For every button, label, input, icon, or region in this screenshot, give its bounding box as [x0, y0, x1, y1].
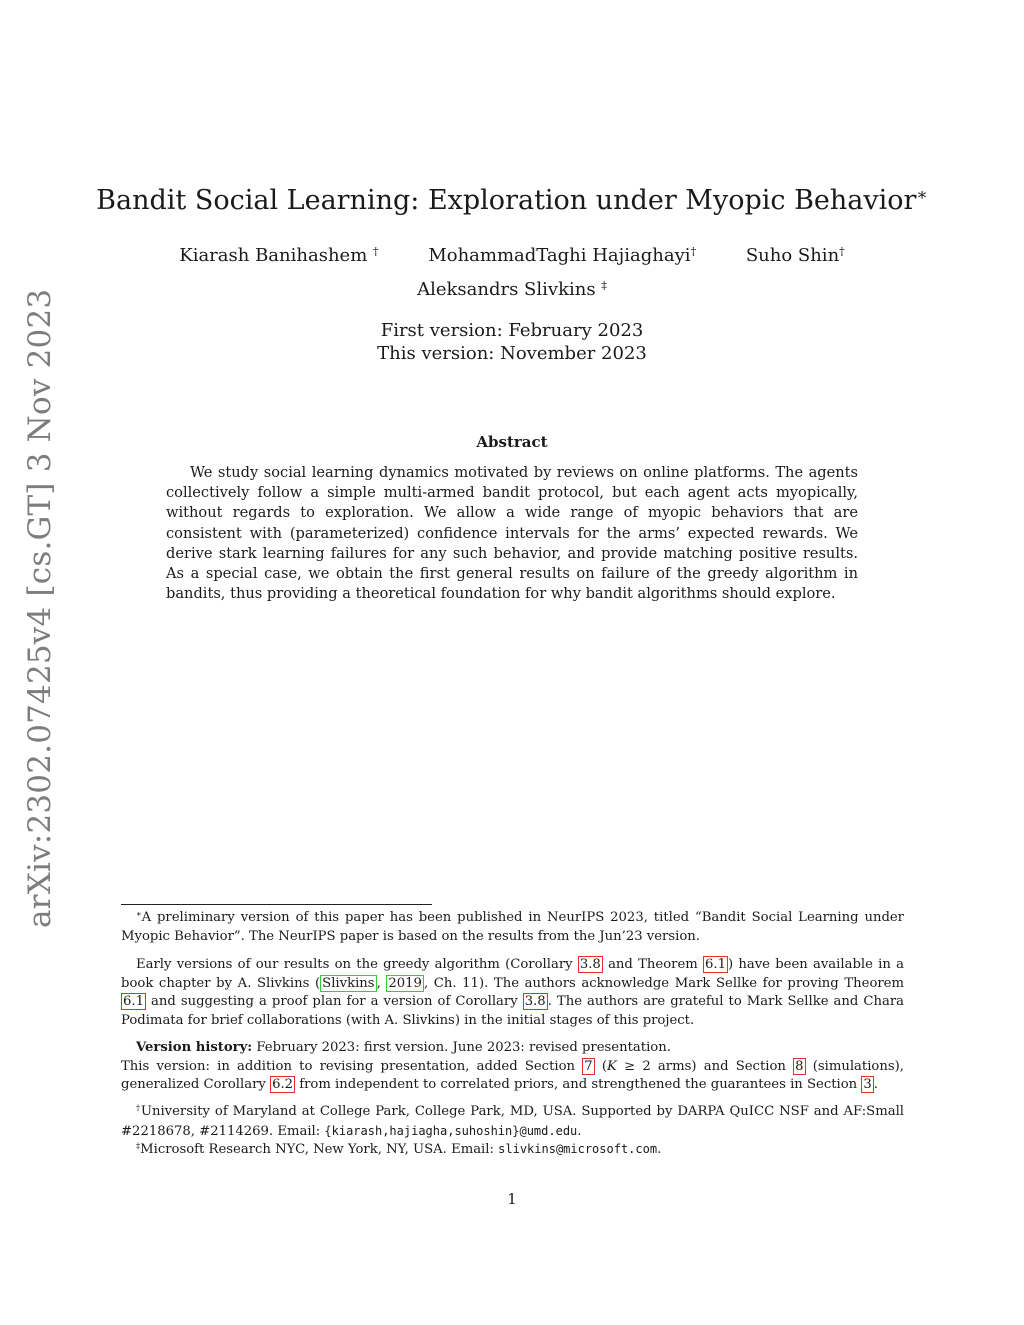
author-affiliation-mark[interactable]: †	[373, 244, 379, 258]
title-text: Bandit Social Learning: Exploration under Myopic Behavior	[96, 185, 917, 216]
footnote-text: Microsoft Research NYC, New York, NY, USA. Email:	[140, 1142, 499, 1157]
footnote-text: .	[657, 1142, 662, 1157]
author-name: Kiarash Banihashem	[179, 245, 368, 266]
author-affiliation-mark[interactable]: ‡	[601, 278, 607, 292]
footnote-text: ,	[376, 975, 387, 991]
footnote-text: , Ch. 11). The authors acknowledge Mark Sellke for proving Theorem	[423, 975, 904, 991]
footnote-text: and Theorem	[602, 957, 703, 972]
author-name: Suho Shin	[745, 245, 840, 266]
cite-year-2019[interactable]: 2019	[388, 975, 422, 991]
ref-theorem-6-1[interactable]: 6.1	[705, 957, 726, 972]
footnote-text: University of Maryland at College Park, College Park, MD, USA. Supported by DARPA QuICC NSF and AF:Small #2218678, #2114269. Email:	[121, 1104, 905, 1139]
abstract-body: We study social learning dynamics motivated by reviews on online platforms. The agents collectively follow a simple multi-armed bandit protocol, but each agent acts myopically, without regards to exploration. We allow a wide range of myopic behaviors that are consistent with (parameterized) confidence intervals for the arms’ expected rewards. We derive stark learning failures for any such behavior, and provide matching positive results. As a special case, we obtain the first general results on failure of the greedy algorithm in bandits, thus providing a theoretical foundation for why bandit algorithms should explore.	[166, 464, 858, 603]
math-k: K	[606, 1058, 617, 1074]
author-shin	[746, 245, 845, 266]
email-microsoft[interactable]: slivkins@microsoft.com	[498, 1142, 658, 1156]
author-affiliation-mark[interactable]: †	[690, 244, 697, 258]
footnote-umd-affiliation	[121, 1103, 904, 1141]
ref-theorem-6-1[interactable]: 6.1	[123, 994, 144, 1010]
arxiv-stamp: arXiv:2302.07425v4 [cs.GT] 3 Nov 2023	[22, 288, 58, 928]
ref-section-3[interactable]: 3	[863, 1077, 872, 1093]
footnote-preliminary-version	[121, 909, 904, 946]
footnote-divider	[121, 904, 432, 905]
footnote-mark: †	[136, 1102, 141, 1113]
footnote-microsoft-affiliation	[121, 1140, 904, 1160]
author-row-1	[0, 245, 1024, 266]
email-umd[interactable]: {kiarash,hajiagha,suhoshin}@umd.edu	[324, 1123, 578, 1138]
ref-section-7[interactable]: 7	[584, 1058, 593, 1074]
author-hajiaghayi	[428, 245, 696, 266]
paper-title	[0, 185, 1024, 216]
footnote-text: . The authors are grateful to Mark Sellke and Chara Podimata for brief collaborations (with A. Slivkins) in the initial stages of this project.	[121, 994, 904, 1028]
title-footnote-mark[interactable]: ∗	[916, 183, 928, 204]
footnote-text: .	[577, 1123, 582, 1139]
footnote-text: from independent to correlated priors, and strengthened the guarantees in Section	[295, 1077, 862, 1093]
footnote-text: .	[873, 1077, 878, 1093]
footnote-text: February 2023: first version. June 2023: revised presentation.	[252, 1040, 671, 1055]
footnote-early-versions	[121, 956, 904, 1030]
author-slivkins	[417, 279, 607, 300]
footnote-text: Early versions of our results on the greedy algorithm (Corollary	[136, 957, 578, 972]
author-banihashem	[179, 245, 378, 266]
footnote-text: (	[594, 1058, 607, 1074]
author-name: MohammadTaghi Hajiaghayi	[428, 245, 691, 266]
footnote-version-history	[121, 1039, 904, 1095]
author-row-2	[0, 279, 1024, 300]
author-affiliation-mark[interactable]: †	[839, 244, 845, 258]
footnote-text: A preliminary version of this paper has been published in NeurIPS 2023, titled “Bandit Social Learning under Myopic Behavior”. The NeurIPS paper is based on the results from the Jun’23 version.	[121, 910, 904, 944]
first-version-date: First version: February 2023	[380, 320, 644, 341]
cite-slivkins[interactable]: Slivkins	[322, 975, 375, 991]
this-version-date: This version: November 2023	[377, 343, 647, 364]
ref-corollary-6-2[interactable]: 6.2	[272, 1077, 294, 1093]
footnote-text: and suggesting a proof plan for a version of Corollary	[145, 994, 523, 1010]
footnote-mark: ‡	[136, 1140, 141, 1151]
ref-corollary-3-8[interactable]: 3.8	[579, 957, 601, 972]
footnote-text: This version: in addition to revising presentation, added Section	[121, 1058, 583, 1074]
footnote-text: ≥ 2 arms) and Section	[616, 1058, 794, 1074]
footnote-text: (simulations), generalized Corollary	[121, 1058, 904, 1093]
author-name: Aleksandrs Slivkins	[417, 279, 596, 300]
page-number: 1	[507, 1190, 517, 1208]
abstract-heading: Abstract	[476, 433, 548, 451]
ref-section-8[interactable]: 8	[795, 1058, 804, 1074]
version-history-label: Version history:	[136, 1040, 253, 1055]
footnote-text: ) have been available in a book chapter by A. Slivkins (	[121, 957, 904, 991]
ref-corollary-3-8[interactable]: 3.8	[524, 994, 546, 1010]
footnote-mark: ∗	[136, 908, 142, 919]
